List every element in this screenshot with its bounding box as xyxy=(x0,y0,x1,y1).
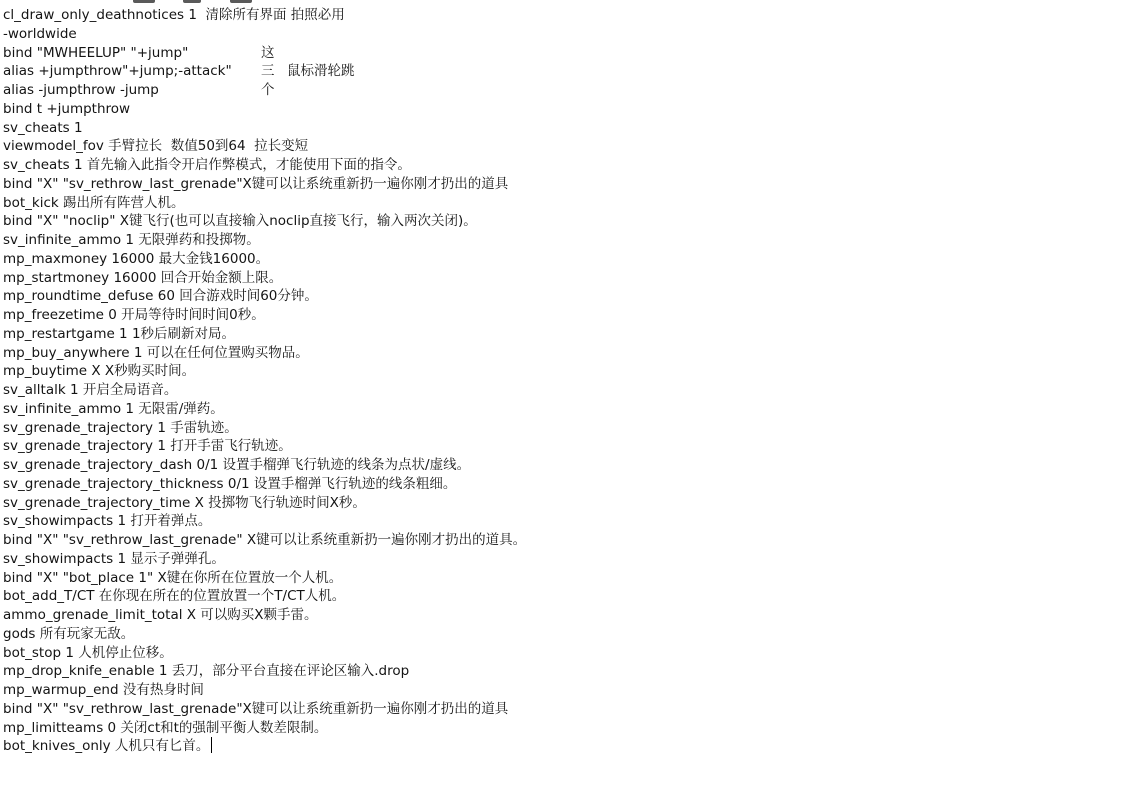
text-line xyxy=(3,569,526,588)
text-line xyxy=(3,475,526,494)
line-text: mp_buy_anywhere 1 可以在任何位置购买物品。 xyxy=(3,344,309,361)
text-line xyxy=(3,287,526,306)
side-note-san: 三 xyxy=(261,63,275,80)
line-text: sv_grenade_trajectory_dash 0/1 设置手榴弹飞行轨迹的线条为点状/虚线。 xyxy=(3,457,471,473)
text-line xyxy=(3,175,526,194)
line-text: viewmodel_fov 手臂拉长 数值50到64 拉长变短 xyxy=(3,138,309,155)
top-edge-fragment xyxy=(0,0,1125,5)
text-line xyxy=(3,606,526,625)
text-line xyxy=(3,119,526,138)
text-line xyxy=(3,437,526,456)
text-line xyxy=(3,250,526,269)
line-text: sv_grenade_trajectory 1 手雷轨迹。 xyxy=(3,419,238,436)
line-text: sv_alltalk 1 开启全局语音。 xyxy=(3,382,178,398)
line-text: bind "X" "bot_place 1" X键在你所在位置放一个人机。 xyxy=(3,569,343,586)
text-line xyxy=(3,662,526,681)
line-text: bot_kick 踢出所有阵营人机。 xyxy=(3,194,185,211)
line-text: mp_maxmoney 16000 最大金钱16000。 xyxy=(3,250,270,267)
text-caret xyxy=(211,737,212,753)
line-text: bot_stop 1 人机停止位移。 xyxy=(3,644,173,661)
text-line xyxy=(3,325,526,344)
line-text: sv_cheats 1 首先输入此指令开启作弊模式，才能使用下面的指令。 xyxy=(3,157,411,173)
side-note-scroll-jump: 鼠标滑轮跳 xyxy=(287,63,355,80)
text-line xyxy=(3,531,526,550)
text-line xyxy=(3,681,526,700)
line-text: alias +jumpthrow"+jump;-attack" xyxy=(3,63,232,80)
line-text: bind "X" "sv_rethrow_last_grenade"X键可以让系统重新扔一遍你刚才扔出的道具 xyxy=(3,700,509,717)
text-line xyxy=(3,194,526,213)
line-text: bind "X" "sv_rethrow_last_grenade"X键可以让系统重新扔一遍你刚才扔出的道具 xyxy=(3,175,509,192)
line-text: bind "X" "sv_rethrow_last_grenade" X键可以让系统重新扔一遍你刚才扔出的道具。 xyxy=(3,532,527,548)
text-line xyxy=(3,156,526,175)
line-text: mp_limitteams 0 关闭ct和t的强制平衡人数差限制。 xyxy=(3,719,328,736)
line-text: sv_infinite_ammo 1 无限弹药和投掷物。 xyxy=(3,232,260,248)
text-line xyxy=(3,344,526,363)
text-line xyxy=(3,100,526,119)
line-text: sv_cheats 1 xyxy=(3,119,83,136)
line-text: mp_roundtime_defuse 60 回合游戏时间60分钟。 xyxy=(3,288,318,305)
text-line xyxy=(3,625,526,644)
text-line xyxy=(3,62,526,81)
line-text: mp_restartgame 1 1秒后刷新对局。 xyxy=(3,325,236,342)
text-line xyxy=(3,306,526,325)
line-text: mp_warmup_end 没有热身时间 xyxy=(3,682,204,698)
line-text: alias -jumpthrow -jump xyxy=(3,82,159,98)
line-text: sv_grenade_trajectory_thickness 0/1 设置手榴弹飞行轨迹的线条粗细。 xyxy=(3,475,457,492)
text-line xyxy=(3,6,526,25)
line-text: sv_showimpacts 1 打开着弹点。 xyxy=(3,513,212,530)
text-line xyxy=(3,494,526,513)
line-text: mp_buytime X X秒购买时间。 xyxy=(3,363,196,380)
text-line xyxy=(3,381,526,400)
text-line xyxy=(3,362,526,381)
side-note-ge: 个 xyxy=(261,82,275,98)
text-line xyxy=(3,456,526,475)
line-text: mp_drop_knife_enable 1 丢刀，部分平台直接在评论区输入.drop xyxy=(3,663,410,680)
line-text: sv_grenade_trajectory 1 打开手雷飞行轨迹。 xyxy=(3,438,292,455)
line-text: mp_freezetime 0 开局等待时间时间0秒。 xyxy=(3,307,265,323)
line-text: bind "MWHEELUP" "+jump" xyxy=(3,44,189,61)
text-line xyxy=(3,400,526,419)
line-text: ammo_grenade_limit_total X 可以购买X颗手雷。 xyxy=(3,607,318,623)
text-line xyxy=(3,419,526,438)
line-text: bot_add_T/CT 在你现在所在的位置放置一个T/CT人机。 xyxy=(3,588,346,605)
text-line xyxy=(3,231,526,250)
line-text: bot_knives_only 人机只有匕首。 xyxy=(3,738,210,755)
text-line xyxy=(3,700,526,719)
line-text: bind "X" "noclip" X键飞行(也可以直接输入noclip直接飞行，输入两次关闭)。 xyxy=(3,213,477,230)
line-text: gods 所有玩家无敌。 xyxy=(3,625,135,642)
text-line xyxy=(3,550,526,569)
line-text: mp_startmoney 16000 回合开始金额上限。 xyxy=(3,269,283,286)
text-line xyxy=(3,137,526,156)
line-text: -worldwide xyxy=(3,25,77,42)
text-line xyxy=(3,269,526,288)
text-line xyxy=(3,737,526,756)
line-text: sv_infinite_ammo 1 无限雷/弹药。 xyxy=(3,400,224,417)
side-note-zhe: 这 xyxy=(261,44,275,61)
text-line xyxy=(3,719,526,738)
text-line xyxy=(3,25,526,44)
text-line xyxy=(3,587,526,606)
text-line xyxy=(3,212,526,231)
text-lines xyxy=(3,6,526,756)
line-text: bind t +jumpthrow xyxy=(3,100,131,117)
line-text: sv_showimpacts 1 显示子弹弹孔。 xyxy=(3,550,225,567)
text-line xyxy=(3,644,526,663)
text-line xyxy=(3,512,526,531)
text-line xyxy=(3,44,526,63)
line-text: sv_grenade_trajectory_time X 投掷物飞行轨迹时间X秒。 xyxy=(3,494,366,511)
text-line xyxy=(3,81,526,100)
line-text: cl_draw_only_deathnotices 1 清除所有界面 拍照必用 xyxy=(3,7,345,23)
